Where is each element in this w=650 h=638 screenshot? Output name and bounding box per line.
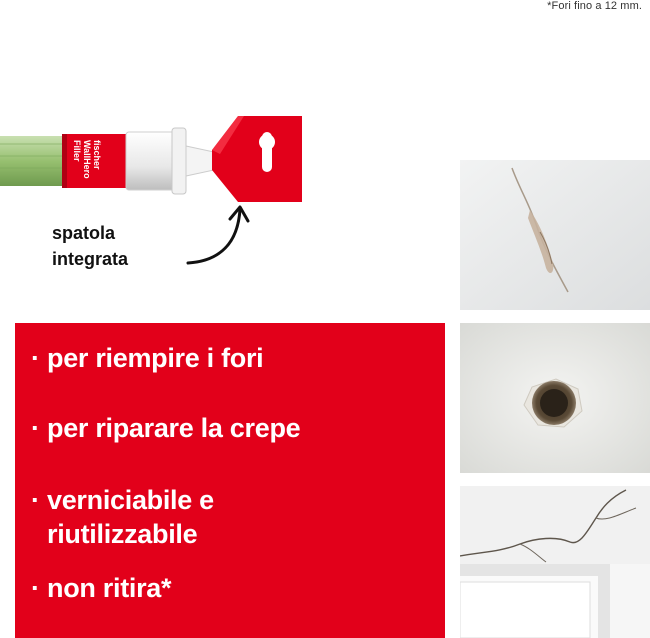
feature-no-shrink: [31, 571, 171, 605]
feature-text: per riempire i fori: [47, 343, 264, 373]
photo-wall-hole: [460, 323, 650, 473]
curved-arrow-icon: [180, 195, 260, 275]
photo-wall-crack: [460, 160, 650, 310]
feature-text: verniciabile e: [47, 485, 214, 515]
brand-label: fischer: [92, 140, 102, 170]
product-name-line1: WallHero: [82, 140, 92, 179]
feature-text-line2: riutilizzabile: [47, 519, 198, 549]
features-panel: [15, 323, 445, 638]
callout-line1: spatola: [52, 223, 116, 243]
feature-bullet: ·: [31, 413, 40, 443]
feature-bullet: ·: [31, 485, 40, 515]
tube-cap: [126, 132, 178, 190]
spatula-callout: [52, 220, 128, 272]
feature-bullet: ·: [31, 343, 40, 373]
spatula: [212, 116, 302, 202]
feature-bullet: ·: [31, 573, 40, 603]
feature-text: per riparare la crepe: [47, 413, 301, 443]
photo-door-frame-crack: [460, 486, 650, 638]
footnote: *Fori fino a 12 mm.: [547, 0, 642, 12]
feature-text: non ritira*: [47, 573, 172, 603]
feature-fill-holes: [31, 341, 263, 375]
feature-repair-cracks: [31, 411, 300, 445]
callout-line2: integrata: [52, 249, 129, 269]
product-illustration: [0, 110, 310, 220]
product-name-line2: Filler: [72, 140, 82, 162]
feature-paintable-reusable: [31, 483, 214, 551]
